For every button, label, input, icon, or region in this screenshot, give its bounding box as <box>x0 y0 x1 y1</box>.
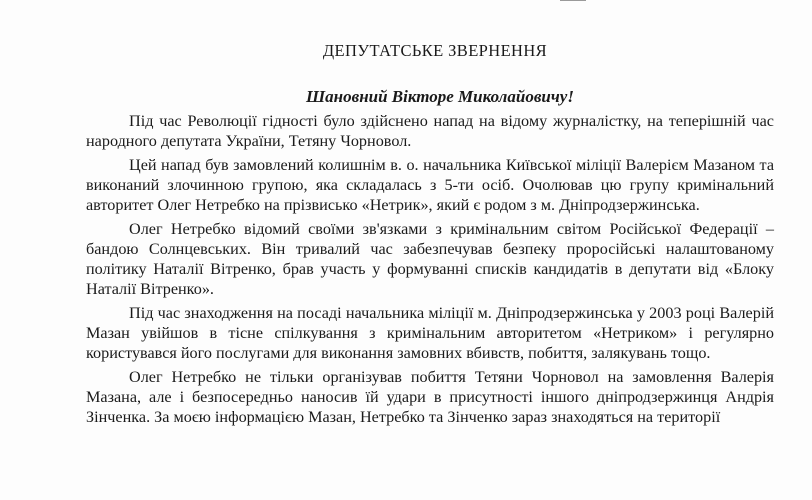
paragraph-2: Цей напад був замовлений колишнім в. о. начальника Київської міліції Валерієм Мазаном та виконаний злочинною групою, яка складалась з 5-ти осіб. Очолював цю групу кримінальний авторитет Олег Нетребко на прізвисько «Нетрик», який є родом з м. Дніпродзержинська. <box>86 156 774 214</box>
scan-mark <box>560 0 586 1</box>
document-body <box>86 111 774 427</box>
paragraph-4: Під час знаходження на посаді начальника міліції м. Дніпродзержинська у 2003 році Валерій Мазан увійшов в тісне спілкування з кримінальним авторитетом «Нетриком» і регулярно користувався його послугами для виконання замовних вбивств, побиття, залякувань тощо. <box>86 304 774 362</box>
paragraph-1: Під час Революції гідності було здійснено напад на відому журналістку, на теперішній час народного депутата України, Тетяну Чорновол. <box>86 112 774 150</box>
paragraph-5: Олег Нетребко не тільки організував побиття Тетяни Чорновол на замовлення Валерія Мазана, але і безпосередньо наносив їй удари в присутності іншого дніпродзержинця Андрія Зінченка. За моєю інформацією Мазан, Нетребко та Зінченко зараз знаходяться на території <box>86 368 774 426</box>
document-title: ДЕПУТАТСЬКЕ ЗВЕРНЕННЯ <box>322 41 548 60</box>
paragraph-3: Олег Нетребко відомий своїми зв'язками з кримінальним світом Російської Федерації – бандою Солнцевських. Він тривалий час забезпечував безпеку проросійські налаштованому політику Наталії Вітренко, брав участь у формуванні списків кандидатів в депутати від «Блоку Наталії Вітренко». <box>86 220 774 298</box>
salutation: Шановний Вікторе Миколайовичу! <box>306 87 574 106</box>
